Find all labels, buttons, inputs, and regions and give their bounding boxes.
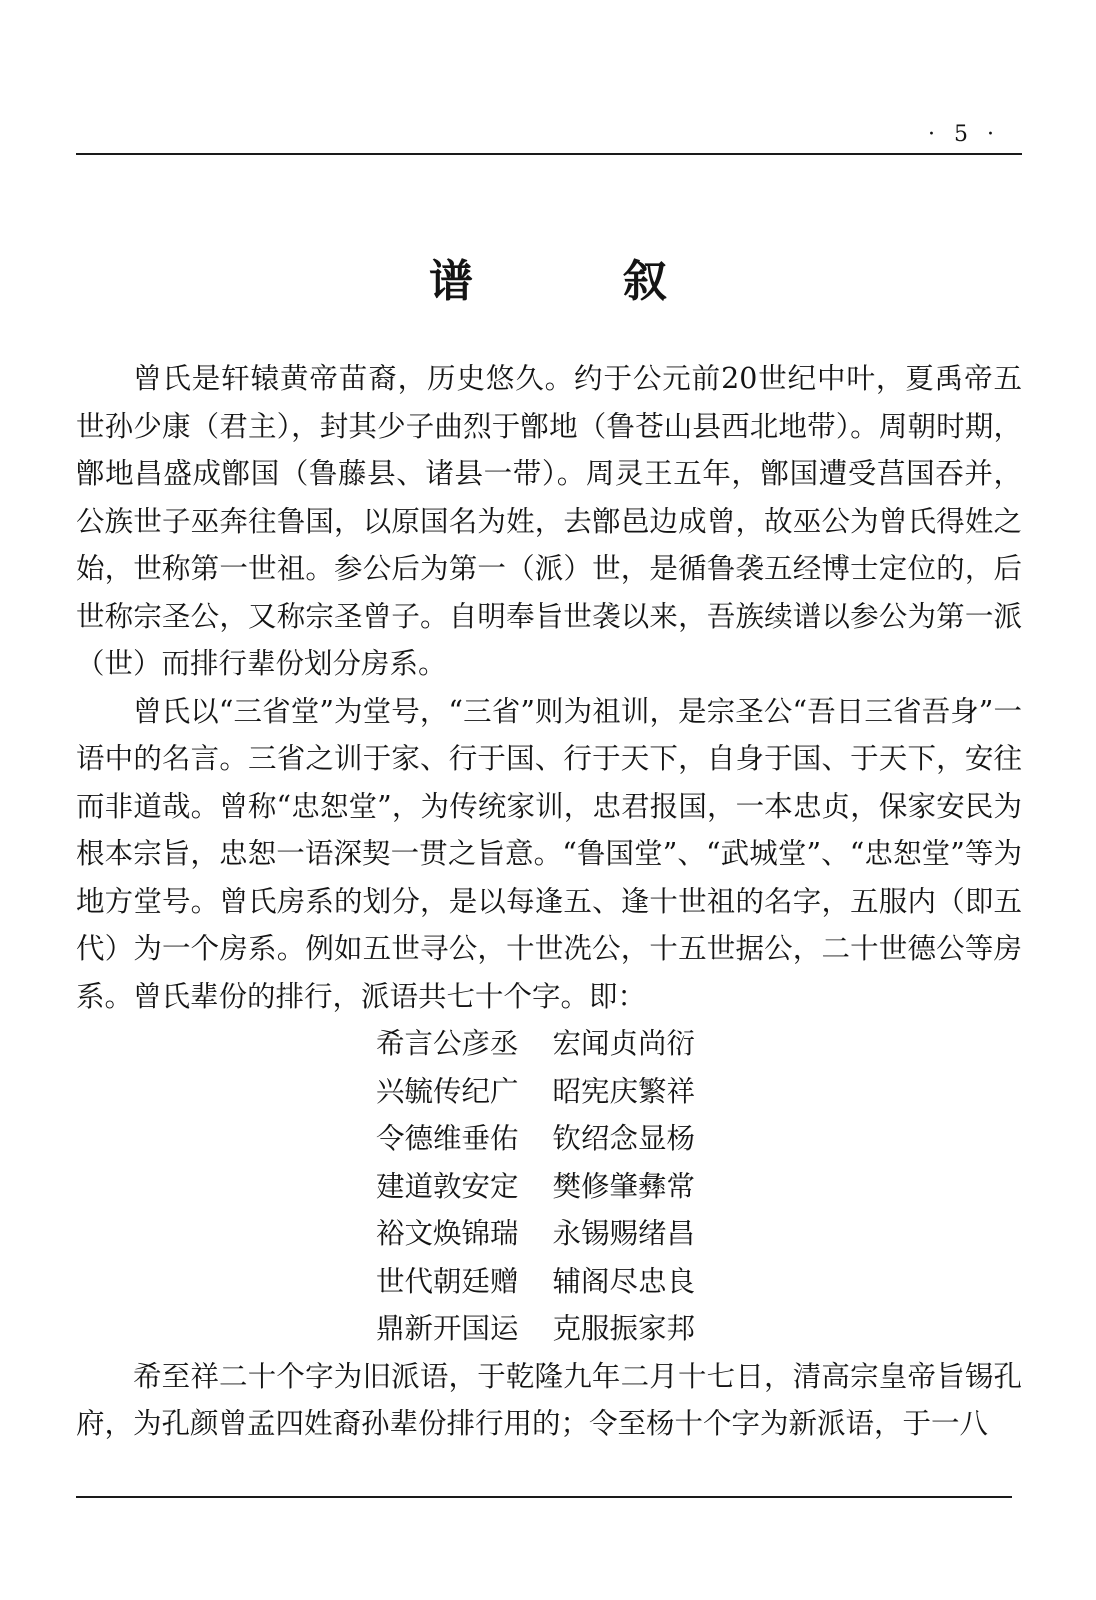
paragraph-origin: 曾氏是轩辕黄帝苗裔，历史悠久。约于公元前20世纪中叶，夏禹帝五世孙少康（君主），封其少子曲烈于鄫地（鲁苍山县西北地带）。周朝时期，鄫地昌盛成鄫国（鲁藤县、诸县一带）。周灵王五年，鄫国遭受莒国吞并，公族世子巫奔往鲁国，以原国名为姓，去鄫邑边成曾，故巫公为曾氏得姓之始，世称第一世祖。参公后为第一（派）世，是循鲁袭五经博士定位的，后世称宗圣公，又称宗圣曾子。自明奉旨世袭以来，吾族续谱以参公为第一派（世）而排行辈份划分房系。 [76, 362, 1022, 680]
paragraph-old-new-terms: 希至祥二十个字为旧派语，于乾隆九年二月十七日，清高宗皇帝旨锡孔府，为孔颜曾孟四姓裔孙辈份排行用的；令至杨十个字为新派语，于一八 [76, 1359, 1022, 1440]
poem-half: 令德维垂佑 [376, 1122, 519, 1155]
title-char-2: 叙 [623, 256, 667, 307]
poem-line [376, 1115, 1022, 1163]
poem-half: 钦绍念显杨 [552, 1122, 696, 1155]
generation-poem [376, 1020, 1022, 1353]
page-title [0, 245, 1096, 309]
paragraph-hall-names: 曾氏以“三省堂”为堂号，“三省”则为祖训，是宗圣公“吾日三省吾身”一语中的名言。三省之训于家、行于国、行于天下，自身于国、于天下，安往而非道哉。曾称“忠恕堂”，为传统家训，忠君报国，一本忠贞，保家安民为根本宗旨，忠恕一语深契一贯之旨意。“鲁国堂”、“武城堂”、“忠恕堂”等为地方堂号。曾氏房系的划分，是以每逢五、逢十世祖的名字，五服内（即五代）为一个房系。例如五世寻公，十世冼公，十五世据公，二十世德公等房系。曾氏辈份的排行，派语共七十个字。即： [76, 694, 1022, 1013]
poem-half: 永锡赐绪昌 [552, 1217, 696, 1250]
header-rule [76, 153, 1022, 155]
poem-half: 世代朝廷赠 [376, 1264, 519, 1298]
poem-half: 辅阁尽忠良 [552, 1264, 696, 1298]
poem-line [376, 1210, 1022, 1258]
poem-line [376, 1163, 1022, 1211]
title-char-1: 谱 [429, 256, 473, 307]
poem-half: 樊修肇彝常 [552, 1169, 696, 1203]
poem-line [376, 1258, 1022, 1306]
poem-half: 克服振家邦 [552, 1312, 696, 1345]
poem-half: 建道敦安定 [376, 1169, 519, 1203]
poem-half: 宏闻贞尚衍 [552, 1027, 696, 1060]
page-number: · 5 · [928, 122, 1000, 147]
poem-half: 昭宪庆繁祥 [552, 1074, 696, 1108]
poem-line [376, 1305, 1022, 1353]
footer-rule [76, 1496, 1012, 1498]
body-text [76, 355, 1022, 1448]
poem-line [376, 1068, 1022, 1116]
poem-half: 鼎新开国运 [376, 1312, 519, 1345]
poem-half: 兴毓传纪广 [376, 1074, 519, 1108]
poem-half: 希言公彦丞 [376, 1027, 519, 1060]
poem-half: 裕文焕锦瑞 [376, 1217, 519, 1250]
poem-line [376, 1020, 1022, 1068]
